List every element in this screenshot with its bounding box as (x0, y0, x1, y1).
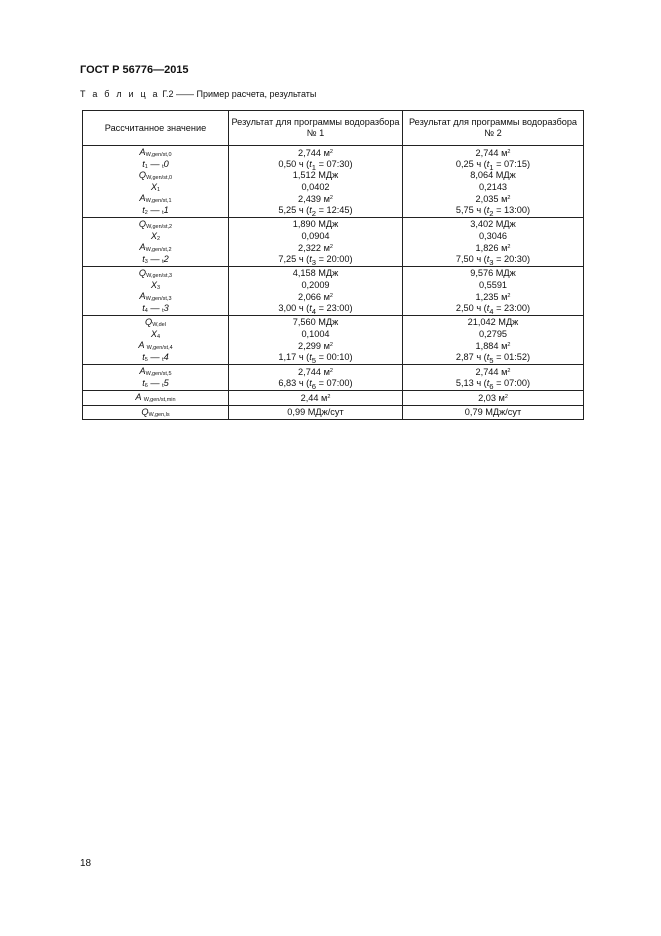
parameter-cell (83, 405, 229, 420)
symbol-part: 3 (157, 284, 161, 291)
symbol-part: W,gen/st,2 (145, 247, 172, 253)
program-1-value (231, 280, 400, 292)
symbol-part: A (139, 366, 146, 376)
page-number: 18 (80, 858, 92, 869)
symbol-part: t (162, 209, 164, 216)
symbol-part: 5 (163, 377, 169, 388)
unit-exponent: 2 (507, 149, 511, 155)
value-text: 2,439 м (298, 194, 330, 204)
program-1-value (231, 193, 400, 205)
program-1-cell (229, 365, 403, 391)
program-1-value (231, 242, 400, 254)
value-text: 1,235 м (475, 292, 508, 302)
program-2-cell (403, 218, 584, 267)
value-text: = 12:45) (316, 204, 353, 215)
program-2-value (405, 366, 581, 378)
program-2-cell (403, 405, 584, 420)
parameter-cell (83, 218, 229, 267)
symbol-part: 3 (144, 258, 148, 265)
program-2-value (405, 147, 581, 159)
value-text: 2,744 м (475, 148, 508, 158)
program-2-value (405, 170, 581, 182)
parameter-symbol (85, 219, 226, 231)
program-1-value (231, 407, 400, 419)
time-index: 5 (311, 355, 317, 365)
program-1-value (231, 205, 400, 217)
program-1-value (231, 303, 400, 315)
program-1-value (231, 340, 400, 352)
value-text: 1,826 м (475, 243, 508, 253)
unit-exponent: 2 (329, 342, 333, 348)
symbol-part: X (150, 230, 158, 241)
table-row-group (83, 267, 584, 316)
symbol-part: t (142, 158, 145, 169)
value-text: 5,75 ч ( (455, 204, 487, 215)
table-caption (80, 89, 316, 99)
symbol-part: 3 (163, 302, 169, 313)
value-text: 0,2143 (478, 181, 508, 192)
value-text: = 07:15) (493, 158, 531, 169)
program-2-value (405, 317, 581, 329)
symbol-part: 2 (157, 235, 161, 242)
program-2-cell (403, 146, 584, 218)
column-header-value: Рассчитанное значение (83, 111, 229, 146)
program-2-value (405, 407, 581, 419)
symbol-part: W,gen/st,3 (145, 296, 172, 302)
program-1-value (231, 231, 400, 243)
program-2-value (405, 268, 581, 280)
column-header-program-1: Результат для программы водоразбора № 1 (229, 111, 403, 146)
symbol-part: A (138, 340, 147, 350)
program-1-value (231, 170, 400, 182)
value-text: 1,17 ч ( (278, 351, 310, 362)
program-1-value (231, 291, 400, 303)
value-text: 1,890 МДж (292, 219, 339, 229)
results-table (82, 110, 584, 420)
program-1-value (231, 392, 400, 404)
parameter-symbol (85, 352, 226, 364)
program-1-value (231, 352, 400, 364)
symbol-part: W,gen/st,min (143, 397, 176, 403)
symbol-part: W,gen/st,1 (145, 198, 172, 204)
program-2-value (405, 205, 581, 217)
symbol-part: 1 (157, 186, 161, 193)
value-text: = 13:00) (493, 204, 531, 215)
parameter-symbol (85, 291, 226, 303)
symbol-part: t (142, 351, 145, 362)
program-1-cell (229, 405, 403, 420)
unit-exponent: 2 (507, 195, 511, 201)
parameter-cell (83, 391, 229, 406)
value-text: 0,1004 (301, 328, 330, 339)
value-text: = 23:00) (493, 302, 531, 313)
symbol-part: Q (141, 406, 149, 417)
program-1-value (231, 366, 400, 378)
symbol-part: Q (138, 268, 147, 278)
symbol-part: t (142, 204, 145, 215)
table-label: Т а б л и ц а (80, 89, 160, 99)
value-text: 0,99 МДж/сут (287, 406, 344, 417)
symbol-part: X (150, 328, 158, 339)
symbol-part: 2 (144, 209, 148, 216)
symbol-part: W,gen/st,0 (146, 175, 173, 181)
parameter-symbol (85, 231, 226, 243)
unit-exponent: 2 (329, 293, 333, 299)
time-symbol: t (309, 377, 312, 388)
document-code: ГОСТ Р 56776—2015 (80, 64, 189, 76)
symbol-part: — (147, 302, 163, 313)
unit-exponent: 2 (507, 342, 511, 348)
symbol-part: W,del (152, 322, 166, 328)
value-text: = 20:30) (493, 253, 531, 264)
program-2-value (405, 193, 581, 205)
parameter-symbol (85, 303, 226, 315)
table-row-group (83, 218, 584, 267)
program-1-cell (229, 267, 403, 316)
value-text: 2,87 ч ( (455, 351, 487, 362)
program-2-value (405, 182, 581, 194)
table-header-row (83, 111, 584, 146)
parameter-cell (83, 267, 229, 316)
time-symbol: t (486, 253, 490, 264)
program-1-value (231, 254, 400, 266)
value-text: 2,744 м (475, 367, 508, 377)
value-text: 7,25 ч ( (278, 253, 310, 264)
program-1-value (231, 219, 400, 231)
parameter-symbol (85, 268, 226, 280)
program-2-value (405, 219, 581, 231)
program-2-value (405, 291, 581, 303)
value-text: = 01:52) (493, 351, 531, 362)
symbol-part: t (142, 377, 145, 388)
value-text: 5,13 ч ( (455, 377, 487, 388)
value-text: 1,884 м (475, 341, 508, 351)
symbol-part: X (150, 181, 158, 192)
parameter-symbol (85, 205, 226, 217)
program-2-cell (403, 365, 584, 391)
value-text: 8,064 МДж (470, 170, 516, 180)
value-text: = 07:00) (493, 377, 531, 388)
time-index: 1 (311, 162, 317, 172)
unit-exponent: 2 (504, 394, 508, 400)
time-index: 6 (489, 381, 494, 391)
time-symbol: t (309, 351, 312, 362)
value-text: 2,03 м (478, 393, 505, 403)
symbol-part: W,gen/st,4 (146, 345, 173, 351)
value-text: 0,5591 (478, 279, 508, 290)
symbol-part: t (162, 163, 164, 170)
value-text: 2,299 м (298, 341, 330, 351)
time-index: 4 (489, 306, 494, 316)
symbol-part: t (162, 258, 164, 265)
value-text: 2,035 м (475, 194, 508, 204)
symbol-part: 6 (144, 382, 148, 389)
unit-exponent: 2 (507, 244, 511, 250)
table-title: —— Пример расчета, результаты (176, 89, 317, 99)
program-1-value (231, 268, 400, 280)
value-text: 0,2795 (478, 328, 508, 339)
time-index: 1 (489, 162, 494, 172)
table-body (83, 146, 584, 420)
time-symbol: t (486, 204, 490, 215)
symbol-part: t (162, 356, 164, 363)
parameter-symbol (85, 407, 226, 419)
time-symbol: t (309, 204, 312, 215)
unit-exponent: 2 (329, 149, 333, 155)
parameter-symbol (85, 242, 226, 254)
program-1-value (231, 182, 400, 194)
unit-exponent: 2 (329, 244, 333, 250)
symbol-part: W,gen/st,5 (145, 371, 172, 377)
table-row-group (83, 146, 584, 218)
parameter-symbol (85, 392, 226, 404)
parameter-symbol (85, 378, 226, 390)
value-text: = 00:10) (316, 351, 353, 362)
value-text: 4,158 МДж (292, 268, 339, 278)
time-symbol: t (486, 377, 490, 388)
value-text: 2,50 ч ( (455, 302, 487, 313)
program-1-cell (229, 391, 403, 406)
program-1-value (231, 317, 400, 329)
value-text: 21,042 МДж (467, 317, 519, 327)
parameter-cell (83, 316, 229, 365)
symbol-part: W,gen,ls (148, 411, 170, 418)
program-1-cell (229, 218, 403, 267)
value-text: 2,744 м (298, 367, 330, 377)
column-header-program-2: Результат для программы водоразбора № 2 (403, 111, 584, 146)
symbol-part: A (139, 147, 146, 157)
symbol-part: 4 (157, 333, 161, 340)
time-index: 3 (311, 257, 317, 267)
value-text: 0,0904 (301, 230, 330, 241)
program-2-value (405, 329, 581, 341)
program-2-value (405, 303, 581, 315)
value-text: = 20:00) (316, 253, 353, 264)
time-index: 5 (489, 355, 494, 365)
unit-exponent: 2 (507, 368, 511, 374)
symbol-part: 4 (163, 351, 169, 362)
value-text: 9,576 МДж (470, 268, 516, 278)
program-2-value (405, 378, 581, 390)
parameter-symbol (85, 366, 226, 378)
value-text: 1,512 МДж (292, 170, 339, 180)
unit-exponent: 2 (507, 293, 511, 299)
table-row-group (83, 316, 584, 365)
symbol-part: 5 (144, 356, 148, 363)
value-text: 2,322 м (298, 243, 330, 253)
symbol-part: 4 (144, 307, 148, 314)
program-1-cell (229, 316, 403, 365)
value-text: 5,25 ч ( (278, 204, 310, 215)
symbol-part: — (147, 253, 163, 264)
value-text: 0,25 ч ( (455, 158, 487, 169)
time-symbol: t (309, 158, 312, 169)
value-text: 3,402 МДж (470, 219, 516, 229)
parameter-symbol (85, 159, 226, 171)
symbol-part: t (142, 302, 145, 313)
value-text: 7,50 ч ( (455, 253, 487, 264)
time-index: 2 (311, 208, 317, 218)
program-2-value (405, 231, 581, 243)
symbol-part: t (162, 382, 164, 389)
table-row-group (83, 405, 584, 420)
time-symbol: t (486, 158, 490, 169)
value-text: 2,44 м (300, 393, 328, 403)
value-text: 0,0402 (301, 181, 330, 192)
symbol-part: 1 (144, 163, 148, 170)
program-2-value (405, 392, 581, 404)
time-symbol: t (486, 302, 490, 313)
symbol-part: A (139, 291, 146, 301)
symbol-part: W,gen/st,2 (146, 224, 173, 230)
symbol-part: W,gen/st,3 (146, 273, 173, 279)
symbol-part: Q (138, 219, 147, 229)
symbol-part: — (147, 351, 163, 362)
value-text: 2,744 м (298, 148, 330, 158)
program-2-cell (403, 391, 584, 406)
time-symbol: t (309, 302, 312, 313)
parameter-symbol (85, 170, 226, 182)
symbol-part: — (147, 158, 163, 169)
symbol-part: W,gen/st,0 (145, 152, 172, 158)
value-text: = 23:00) (316, 302, 353, 313)
symbol-part: Q (138, 170, 147, 180)
symbol-part: t (162, 307, 164, 314)
parameter-symbol (85, 340, 226, 352)
symbol-part: X (150, 279, 158, 290)
program-2-value (405, 340, 581, 352)
symbol-part: — (147, 204, 163, 215)
unit-exponent: 2 (329, 368, 333, 374)
time-symbol: t (309, 253, 312, 264)
symbol-part: t (142, 253, 145, 264)
value-text: 0,2009 (301, 279, 330, 290)
program-2-value (405, 242, 581, 254)
program-1-cell (229, 146, 403, 218)
symbol-part: 0 (163, 158, 169, 169)
symbol-part: 2 (163, 253, 169, 264)
value-text: = 07:30) (316, 158, 353, 169)
value-text: = 07:00) (316, 377, 353, 388)
parameter-symbol (85, 329, 226, 341)
parameter-symbol (85, 147, 226, 159)
parameter-symbol (85, 317, 226, 329)
program-1-value (231, 378, 400, 390)
parameter-symbol (85, 193, 226, 205)
symbol-part: A (135, 392, 144, 402)
time-index: 3 (489, 257, 494, 267)
value-text: 0,50 ч ( (278, 158, 310, 169)
program-2-value (405, 159, 581, 171)
program-1-value (231, 159, 400, 171)
time-index: 4 (311, 306, 317, 316)
program-1-value (231, 147, 400, 159)
program-2-value (405, 254, 581, 266)
table-row-group (83, 365, 584, 391)
unit-exponent: 2 (327, 394, 331, 400)
parameter-symbol (85, 254, 226, 266)
parameter-cell (83, 146, 229, 218)
time-index: 6 (311, 381, 317, 391)
value-text: 0,3046 (478, 230, 508, 241)
value-text: 7,560 МДж (292, 317, 339, 327)
parameter-symbol (85, 280, 226, 292)
time-index: 2 (489, 208, 494, 218)
value-text: 2,066 м (298, 292, 330, 302)
program-2-cell (403, 267, 584, 316)
program-2-value (405, 280, 581, 292)
program-2-cell (403, 316, 584, 365)
symbol-part: A (139, 242, 146, 252)
table-number: Г.2 (162, 89, 174, 99)
program-1-value (231, 329, 400, 341)
parameter-symbol (85, 182, 226, 194)
program-2-value (405, 352, 581, 364)
symbol-part: — (147, 377, 163, 388)
table-row-group (83, 391, 584, 406)
unit-exponent: 2 (329, 195, 333, 201)
parameter-cell (83, 365, 229, 391)
value-text: 0,79 МДж/сут (464, 406, 522, 417)
time-symbol: t (486, 351, 490, 362)
symbol-part: A (139, 193, 146, 203)
symbol-part: 1 (163, 204, 169, 215)
value-text: 3,00 ч ( (278, 302, 310, 313)
symbol-part: Q (145, 317, 153, 327)
value-text: 6,83 ч ( (278, 377, 310, 388)
